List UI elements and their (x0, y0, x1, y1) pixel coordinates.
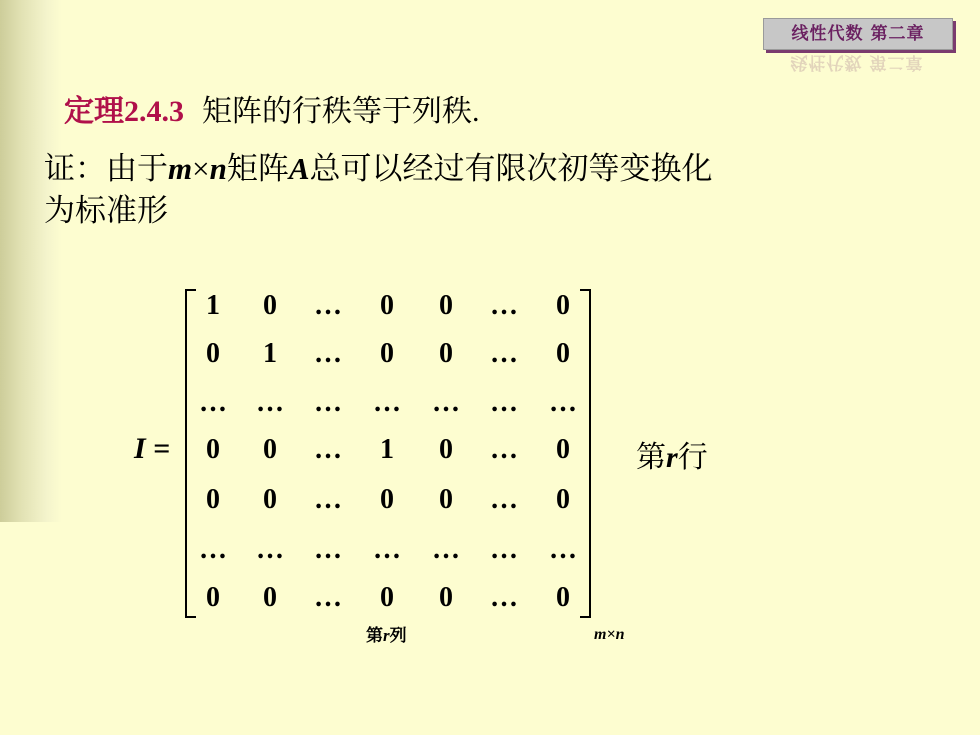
row-r-label (636, 432, 708, 476)
theorem-number: 定理2.4.3 (64, 95, 184, 128)
matrix-cell: … (314, 290, 342, 321)
matrix-cell: … (373, 534, 401, 565)
col-label-var: r (383, 626, 390, 645)
matrix-cell: 0 (556, 338, 570, 369)
matrix-cell: … (314, 434, 342, 465)
matrix-cell: … (490, 582, 518, 613)
matrix-cell: … (490, 387, 518, 418)
matrix-cell: … (432, 534, 460, 565)
matrix-cell: 0 (206, 434, 220, 465)
matrix-cell: 0 (556, 434, 570, 465)
row-label-prefix: 第 (636, 441, 666, 474)
matrix-cell: … (490, 484, 518, 515)
matrix-size-label: m×n (594, 626, 625, 643)
chapter-badge-reflection-text: 线性代数 第二章 (790, 52, 924, 72)
matrix-cell: 0 (439, 434, 453, 465)
proof-times: × (192, 151, 210, 186)
matrix-cell: 0 (263, 582, 277, 613)
matrix-cell: 0 (380, 582, 394, 613)
matrix-cell: 1 (206, 290, 220, 321)
row-label-suffix: 行 (677, 441, 708, 474)
proof-var-m: m (168, 151, 193, 186)
matrix-cell: … (432, 387, 460, 418)
matrix-cell: 0 (206, 484, 220, 515)
matrix-cell: … (314, 387, 342, 418)
row-label-var: r (666, 441, 678, 474)
matrix-cell: … (256, 534, 284, 565)
matrix-cell: 0 (439, 290, 453, 321)
matrix-cell: 0 (556, 582, 570, 613)
matrix-cell: … (490, 434, 518, 465)
matrix-cell: … (256, 387, 284, 418)
matrix-cell: … (373, 387, 401, 418)
matrix-cell: … (199, 387, 227, 418)
matrix-cell: 0 (263, 290, 277, 321)
matrix-cell: 1 (263, 338, 277, 369)
matrix-cell: 1 (380, 434, 394, 465)
matrix-cell: … (314, 534, 342, 565)
proof-prefix: 证：由于 (44, 151, 168, 186)
proof-rest: 总可以经过有限次初等变换化 (309, 151, 713, 186)
matrix-cell: 0 (380, 338, 394, 369)
matrix-cell: 0 (380, 484, 394, 515)
matrix-cell: 0 (439, 338, 453, 369)
matrix-equals: = (145, 432, 171, 465)
matrix-cell: … (314, 582, 342, 613)
matrix-cell: 0 (263, 484, 277, 515)
matrix-cell: 0 (556, 290, 570, 321)
matrix-symbol: I (134, 432, 146, 465)
matrix-cell: … (199, 534, 227, 565)
proof-line-2: 为标准形 (44, 193, 168, 228)
matrix-cell: 0 (556, 484, 570, 515)
matrix-cell: 0 (263, 434, 277, 465)
proof-mid: 矩阵 (226, 151, 289, 186)
matrix-cell: 0 (206, 582, 220, 613)
matrix-cell: … (490, 338, 518, 369)
theorem-statement: 矩阵的行秩等于列秩. (202, 95, 480, 128)
matrix-cell: 0 (439, 582, 453, 613)
matrix-cell: 0 (439, 484, 453, 515)
matrix-cell: … (549, 534, 577, 565)
column-r-label (366, 621, 407, 646)
matrix-cell: … (490, 534, 518, 565)
matrix-cell: … (549, 387, 577, 418)
matrix-cell: … (314, 338, 342, 369)
matrix-cell: … (314, 484, 342, 515)
col-label-suffix: 列 (389, 626, 407, 645)
matrix-cell: 0 (380, 290, 394, 321)
matrix-cell: 0 (206, 338, 220, 369)
proof-var-n: n (209, 151, 227, 186)
proof-var-a: A (288, 151, 310, 186)
col-label-prefix: 第 (366, 626, 383, 645)
chapter-badge: 线性代数 第二章 (763, 18, 953, 50)
matrix-cell: … (490, 290, 518, 321)
